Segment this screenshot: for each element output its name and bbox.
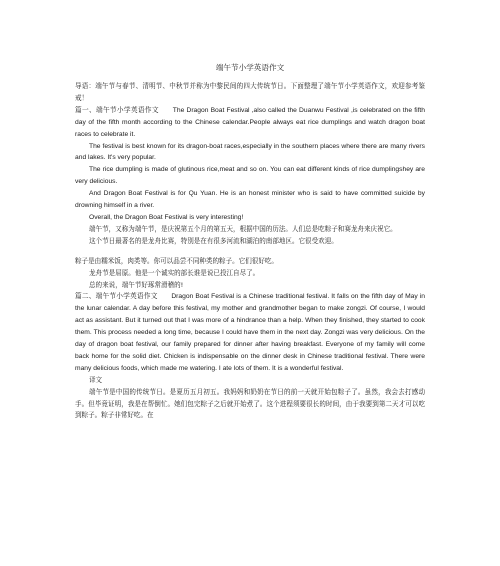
essay-one-translation-paragraph: 粽子是由糯米饭，肉类等。你可以品尝不同种类的粽子。它们很好吃。 (75, 256, 278, 265)
essay-one-paragraph: 篇一、端午节小学英语作文 The Dragon Boat Festival ,also called the Duanwu Festival ,is celebrated on the fifth day of the fifth month according to the Chinese calendar.People always eat rice dumplings and watch dragon boat races to celebrate it. (75, 106, 425, 138)
document-title: 端午节小学英语作文 (215, 63, 285, 72)
essay-two-paragraph: 篇二、端午节小学英语作文 Dragon Boat Festival is a Chinese traditional festival. It falls on the fifth day of May in the lunar calendar. A day before this festival, my mother and grandmother began to make zongzi. Of course, I would act as assistant. But it turned out that I was more of a hindrance than a help. When they finished, they started to cook them. This process needed a long time, because I could have them in the next day. Zongzi was very delicious. On the day of dragon boat festival, our family prepared for dinner after having breakfast. Everyone of my family will come back home for the solid diet. Chicken is indispensable on the dinner desk in Chinese traditional festival. There were many delicious foods, which made me watering. I ate lots of them. It is a wonderful festival. (75, 293, 425, 372)
essay-one-translation-paragraph: 龙舟节是屈原。他是一个诚实的部长谁是说已投江自尽了。 (89, 268, 260, 277)
essay-one-translation-paragraph: 这个节日最著名的是龙舟比赛，特别是在有很多河流和湖泊的南部地区。它很受欢迎。 (89, 236, 338, 245)
essay-one-paragraph: Overall, the Dragon Boat Festival is very interesting! (89, 213, 244, 221)
essay-two-translation-paragraph: 端午节是中国的传统节日。是夏历五月初五。我妈妈和奶奶在节日的前一天就开始包粽子了。虽然，我会去打感动手。但毕竟证明，我是在帮倒忙。她们包完粽子之后就开始煮了。这个进程须要很长的时间，由于我要到第二天才可以吃到粽子。粽子非常好吃。在 (75, 387, 425, 420)
document-body (75, 81, 425, 422)
essay-one-translation-paragraph: 端午节，又称为端午节，是庆祝第五个月的第五天，根据中国的历法。人们总是吃粽子和赛龙舟来庆祝它。 (89, 224, 397, 233)
essay-one-paragraph: The rice dumpling is made of glutinous rice,meat and so on. You can eat different kinds of rice dumplingshey are very delicious. (75, 166, 425, 186)
essay-one-translation-paragraph: 总的来说，端午节好琢常滑稽的! (89, 280, 184, 289)
document-page (75, 0, 425, 566)
essay-one-paragraph: The festival is best known for its dragon-boat races,especially in the southern places where there are many rivers and lakes. It's very popular. (75, 142, 425, 162)
essay-one-paragraph: And Dragon Boat Festival is for Qu Yuan. He is an honest minister who is said to have committed suicide by drowning himself in a river. (75, 190, 425, 210)
translation-heading: 译文 (89, 375, 103, 384)
intro-paragraph: 导语：端午节与春节、清明节、中秋节并称为中黎民间的四大传统节日。下面整理了端午节小学英语作文，欢迎参考鉴戒！ (75, 82, 425, 102)
